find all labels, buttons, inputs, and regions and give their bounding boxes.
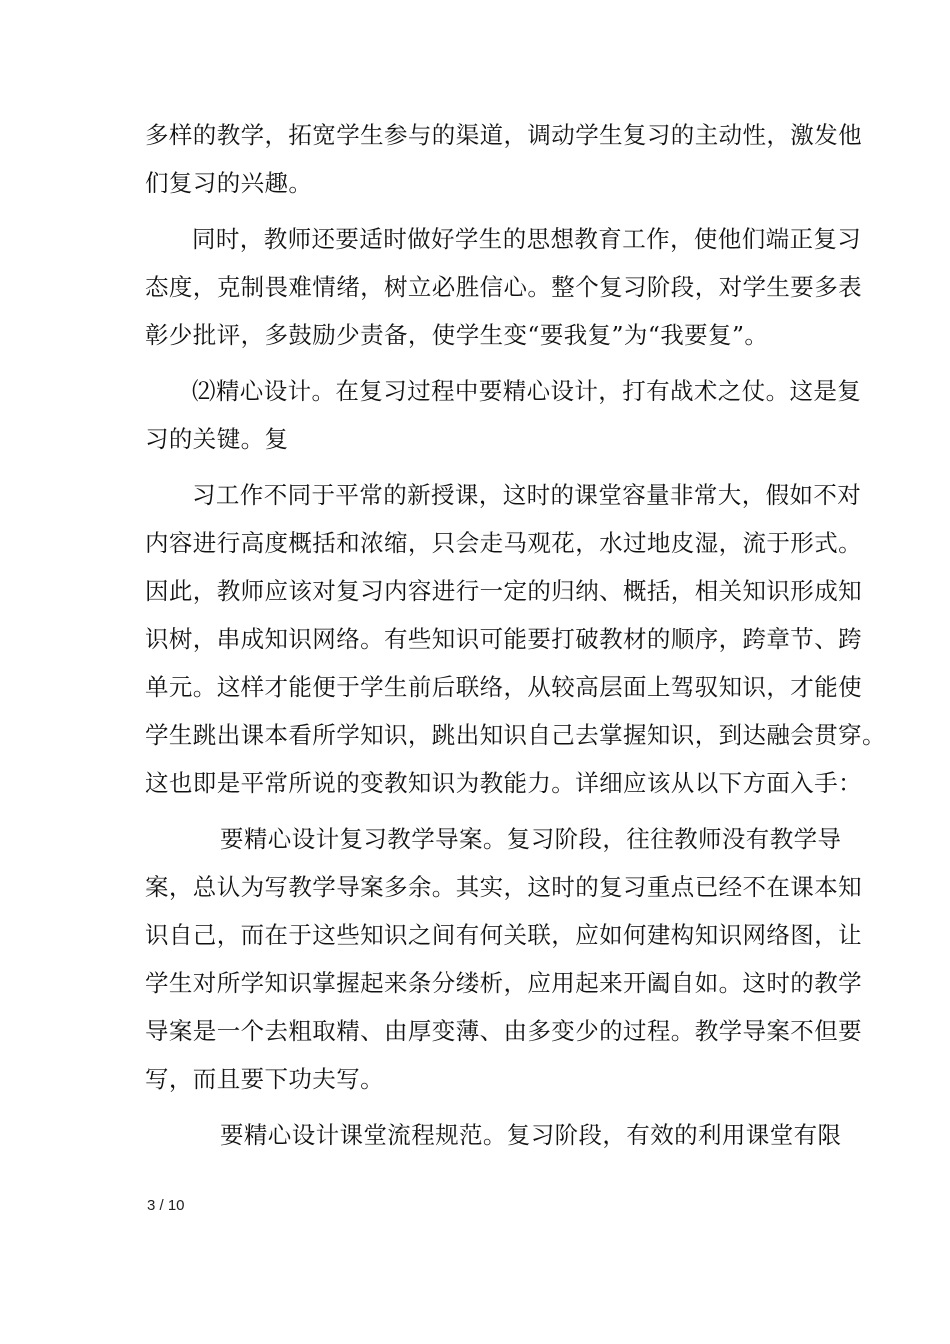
text-line: 多样的教学，拓宽学生参与的渠道，调动学生复习的主动性，激发他 bbox=[145, 121, 862, 149]
page-number: 3 / 10 bbox=[147, 1197, 185, 1214]
text-line: 导案是一个去粗取精、由厚变薄、由多变少的过程。教学导案不但要 bbox=[145, 1017, 862, 1045]
text-line: 这也即是平常所说的变教知识为教能力。详细应该从以下方面入手： bbox=[145, 769, 862, 797]
text-line: 单元。这样才能便于学生前后联络，从较高层面上驾驭知识，才能使 bbox=[145, 673, 862, 701]
text-line: 习工作不同于平常的新授课，这时的课堂容量非常大，假如不对 bbox=[192, 481, 862, 509]
text-line: 彰少批评，多鼓励少责备，使学生变“要我复”为“我要复”。 bbox=[145, 321, 769, 349]
text-line: 识自己，而在于这些知识之间有何关联，应如何建构知识网络图，让 bbox=[145, 921, 862, 949]
text-line: 学生跳出课本看所学知识，跳出知识自己去掌握知识，到达融会贯穿。 bbox=[145, 721, 886, 749]
text-line: 识树，串成知识网络。有些知识可能要打破教材的顺序，跨章节、跨 bbox=[145, 625, 862, 653]
text-line: 态度，克制畏难情绪，树立必胜信心。整个复习阶段，对学生要多表 bbox=[145, 273, 862, 301]
text-line: 同时，教师还要适时做好学生的思想教育工作，使他们端正复习 bbox=[192, 225, 862, 253]
text-line: 要精心设计复习教学导案。复习阶段，往往教师没有教学导 bbox=[220, 825, 842, 853]
text-line: 要精心设计课堂流程规范。复习阶段，有效的利用课堂有限 bbox=[220, 1121, 842, 1149]
text-line: 学生对所学知识掌握起来条分缕析，应用起来开阖自如。这时的教学 bbox=[145, 969, 862, 997]
text-line: 内容进行高度概括和浓缩，只会走马观花，水过地皮湿，流于形式。 bbox=[145, 529, 862, 557]
text-line: 因此，教师应该对复习内容进行一定的归纳、概括，相关知识形成知 bbox=[145, 577, 862, 605]
text-line: 们复习的兴趣。 bbox=[145, 169, 313, 197]
text-line: ⑵精心设计。在复习过程中要精心设计，打有战术之仗。这是复 bbox=[192, 377, 862, 405]
text-line: 写，而且要下功夫写。 bbox=[145, 1065, 384, 1093]
text-line: 案，总认为写教学导案多余。其实，这时的复习重点已经不在课本知 bbox=[145, 873, 862, 901]
text-line: 习的关键。复 bbox=[145, 425, 289, 453]
